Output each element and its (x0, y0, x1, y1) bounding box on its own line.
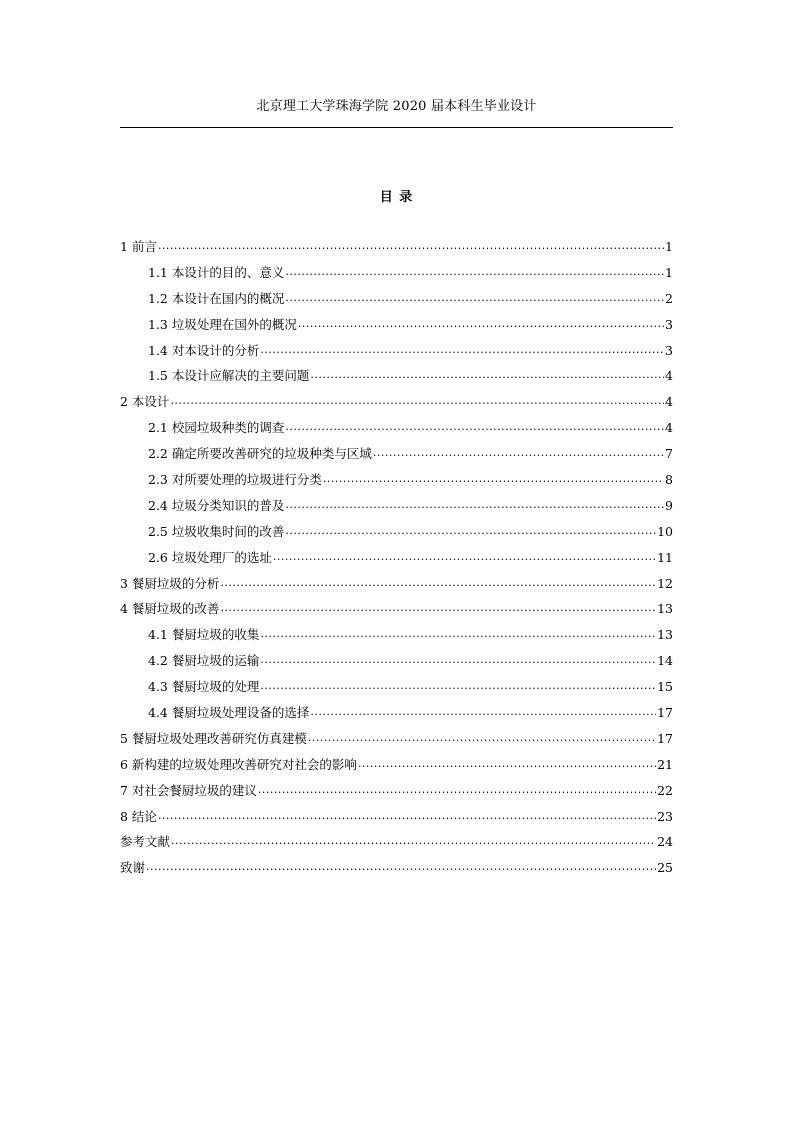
toc-entry-page-number: 4 (665, 420, 673, 436)
toc-entry-page-number: 10 (657, 523, 673, 539)
dot-leader (358, 756, 656, 769)
toc-entry-label: 1 前言 (120, 239, 157, 254)
toc-entry[interactable] (120, 829, 673, 855)
toc-entry-page-number: 4 (665, 368, 673, 384)
dot-leader (260, 342, 664, 355)
toc-entry-label: 8 结论 (120, 808, 157, 824)
toc-entry-label: 2.4 垃圾分类知识的普及 (148, 497, 285, 513)
toc-entry-page-number: 9 (665, 497, 673, 513)
toc-entry-label: 1.1 本设计的目的、意义 (148, 264, 285, 280)
toc-title: 目 录 (379, 190, 414, 205)
table-of-contents (120, 234, 673, 881)
toc-entry[interactable] (120, 545, 673, 571)
toc-entry-label: 1.4 对本设计的分析 (148, 342, 260, 358)
toc-entry-label: 参考文献 (120, 834, 171, 850)
toc-entry-label: 4.3 餐厨垃圾的处理 (148, 679, 260, 695)
toc-entry[interactable] (120, 389, 673, 415)
toc-entry[interactable] (120, 519, 673, 545)
dot-leader (260, 627, 656, 640)
toc-entry-label: 7 对社会餐厨垃圾的建议 (120, 782, 257, 798)
dot-leader (220, 575, 656, 588)
toc-entry-label: 4 餐厨垃圾的改善 (120, 601, 220, 617)
dot-leader (310, 705, 656, 718)
toc-entry-page-number: 17 (657, 730, 673, 746)
toc-entry-label: 2.6 垃圾处理厂的选址 (148, 549, 272, 565)
toc-entry[interactable] (120, 804, 673, 830)
dot-leader (146, 860, 656, 873)
toc-entry-label: 4.1 餐厨垃圾的收集 (148, 627, 260, 643)
toc-entry[interactable] (120, 596, 673, 622)
header-rule (120, 127, 673, 128)
toc-entry[interactable] (120, 441, 673, 467)
toc-entry-page-number: 8 (665, 472, 673, 488)
toc-entry-label: 5 餐厨垃圾处理改善研究仿真建模 (120, 730, 307, 746)
dot-leader (258, 782, 656, 795)
toc-entry[interactable] (120, 260, 673, 286)
dot-leader (285, 264, 664, 277)
toc-entry[interactable] (120, 700, 673, 726)
toc-entry[interactable] (120, 726, 673, 752)
toc-entry[interactable] (120, 493, 673, 519)
toc-entry[interactable] (120, 467, 673, 493)
toc-entry-label: 1.5 本设计应解决的主要问题 (148, 368, 310, 384)
toc-entry-page-number: 17 (657, 705, 673, 721)
toc-entry[interactable] (120, 234, 673, 260)
dot-leader (373, 446, 664, 459)
toc-entry-label: 6 新构建的垃圾处理改善研究对社会的影响 (120, 756, 357, 772)
dot-leader (310, 368, 664, 381)
dot-leader (285, 497, 664, 510)
dot-leader (171, 834, 656, 847)
toc-entry[interactable] (120, 622, 673, 648)
toc-entry-label: 2.3 对所要处理的垃圾进行分类 (148, 472, 322, 488)
toc-entry-page-number: 13 (657, 627, 673, 643)
toc-entry-page-number: 1 (665, 239, 673, 254)
dot-leader (298, 316, 664, 329)
toc-entry-page-number: 23 (657, 808, 673, 824)
toc-entry-page-number: 14 (657, 653, 673, 669)
toc-entry-page-number: 22 (657, 782, 673, 798)
toc-entry[interactable] (120, 363, 673, 389)
toc-entry-label: 2 本设计 (120, 394, 170, 410)
toc-entry[interactable] (120, 286, 673, 312)
toc-entry[interactable] (120, 752, 673, 778)
toc-entry-page-number: 25 (657, 860, 673, 876)
toc-entry-page-number: 4 (665, 394, 673, 410)
dot-leader (158, 239, 664, 252)
dot-leader (260, 653, 656, 666)
dot-leader (170, 394, 664, 407)
toc-entry-label: 4.2 餐厨垃圾的运输 (148, 653, 260, 669)
toc-entry-label: 2.5 垃圾收集时间的改善 (148, 523, 285, 539)
toc-entry-page-number: 12 (657, 575, 673, 591)
dot-leader (285, 290, 664, 303)
dot-leader (260, 679, 656, 692)
toc-entry-page-number: 24 (657, 834, 673, 850)
dot-leader (285, 523, 656, 536)
toc-entry-page-number: 13 (657, 601, 673, 617)
toc-entry-label: 2.1 校园垃圾种类的调查 (148, 420, 285, 436)
toc-entry-label: 1.2 本设计在国内的概况 (148, 290, 285, 306)
toc-entry[interactable] (120, 338, 673, 364)
toc-entry[interactable] (120, 648, 673, 674)
dot-leader (273, 549, 656, 562)
toc-entry-label: 3 餐厨垃圾的分析 (120, 575, 220, 591)
dot-leader (323, 472, 664, 485)
toc-entry-label: 2.2 确定所要改善研究的垃圾种类与区域 (148, 446, 372, 462)
toc-entry-label: 4.4 餐厨垃圾处理设备的选择 (148, 705, 310, 721)
dot-leader (158, 808, 656, 821)
dot-leader (220, 601, 656, 614)
toc-entry-label: 致谢 (120, 860, 146, 876)
toc-entry[interactable] (120, 571, 673, 597)
toc-entry[interactable] (120, 312, 673, 338)
toc-entry-page-number: 21 (657, 756, 673, 772)
toc-entry[interactable] (120, 855, 673, 881)
toc-entry-label: 1.3 垃圾处理在国外的概况 (148, 316, 297, 332)
toc-entry[interactable] (120, 415, 673, 441)
dot-leader (285, 420, 664, 433)
toc-entry-page-number: 3 (665, 316, 673, 332)
toc-entry-page-number: 2 (665, 290, 673, 306)
running-header: 北京理工大学珠海学院 2020 届本科生毕业设计 (256, 99, 537, 114)
toc-entry[interactable] (120, 778, 673, 804)
toc-entry-page-number: 1 (665, 264, 673, 280)
toc-entry-page-number: 3 (665, 342, 673, 358)
toc-entry-page-number: 7 (665, 446, 673, 462)
toc-entry-page-number: 11 (657, 549, 673, 565)
toc-entry-page-number: 15 (657, 679, 673, 695)
dot-leader (308, 730, 656, 743)
toc-entry[interactable] (120, 674, 673, 700)
